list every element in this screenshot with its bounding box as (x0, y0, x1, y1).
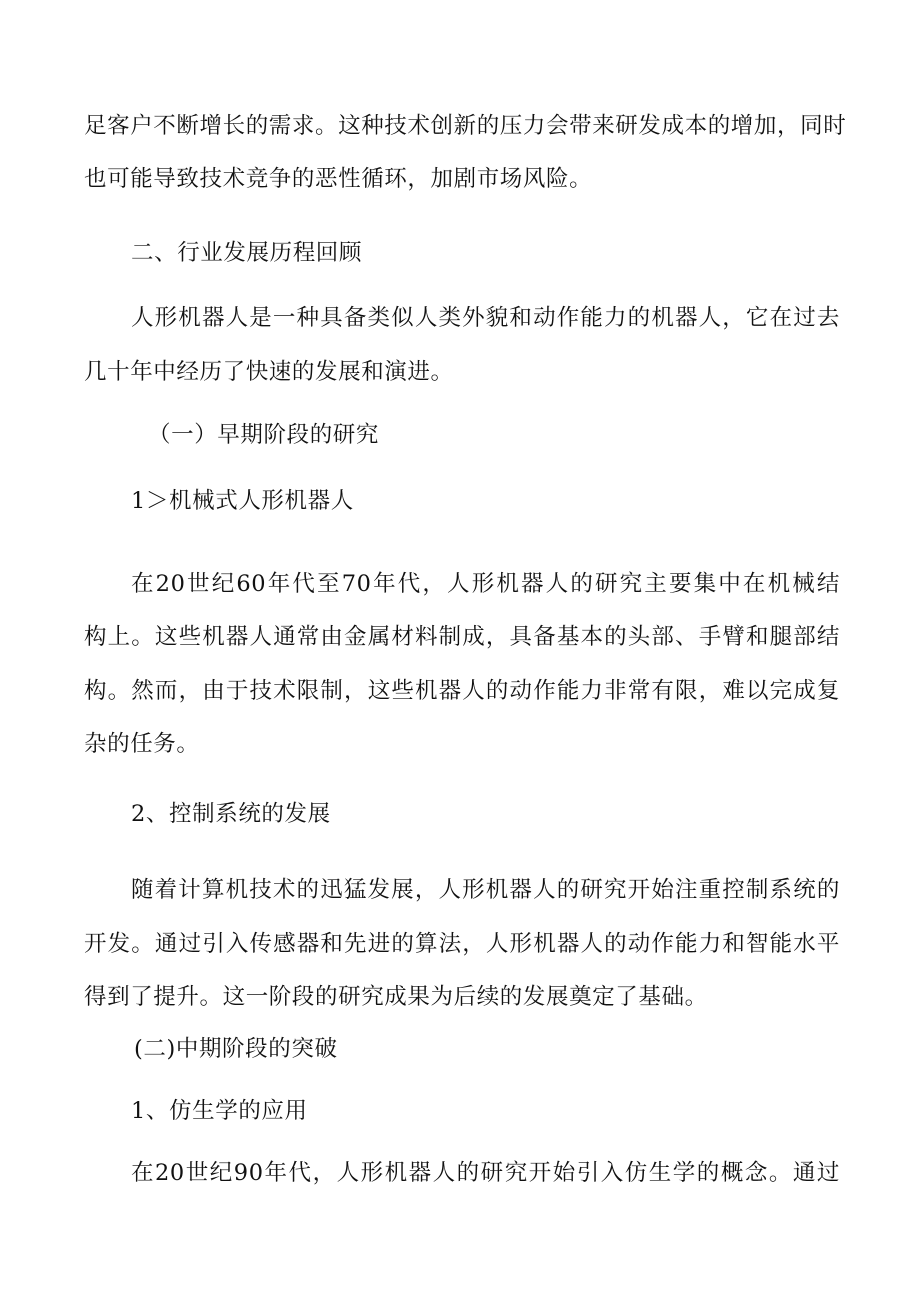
paragraph-line: 几十年中经历了快速的发展和演进。 (84, 359, 454, 385)
sub-heading: （一）早期阶段的研究 (148, 422, 380, 448)
sub-heading: (二)中期阶段的突破 (134, 1036, 338, 1062)
list-item-heading: 1＞机械式人形机器人 (131, 488, 354, 514)
paragraph-line: 在20世纪60年代至70年代，人形机器人的研究主要集中在机械结 (131, 571, 840, 597)
paragraph-line: 足客户不断增长的需求。这种技术创新的压力会带来研发成本的增加，同时 (84, 113, 847, 139)
paragraph-line: 开发。通过引入传感器和先进的算法，人形机器人的动作能力和智能水平 (84, 931, 840, 957)
paragraph-line: 构。然而，由于技术限制，这些机器人的动作能力非常有限，难以完成复 (84, 678, 840, 704)
list-item-heading: 2、控制系统的发展 (131, 801, 331, 827)
paragraph-line: 杂的任务。 (84, 731, 200, 757)
paragraph-line: 也可能导致技术竞争的恶性循环，加剧市场风险。 (84, 166, 593, 192)
list-item-heading: 1、仿生学的应用 (131, 1098, 308, 1124)
section-heading: 二、行业发展历程回顾 (131, 240, 363, 266)
paragraph-line: 得到了提升。这一阶段的研究成果为后续的发展奠定了基础。 (84, 984, 708, 1010)
paragraph-line: 随着计算机技术的迅猛发展，人形机器人的研究开始注重控制系统的 (131, 877, 840, 903)
paragraph-line: 在20世纪90年代，人形机器人的研究开始引入仿生学的概念。通过 (131, 1160, 840, 1186)
paragraph-line: 构上。这些机器人通常由金属材料制成，具备基本的头部、手臂和腿部结 (84, 624, 840, 650)
paragraph-line: 人形机器人是一种具备类似人类外貌和动作能力的机器人，它在过去 (131, 305, 840, 331)
